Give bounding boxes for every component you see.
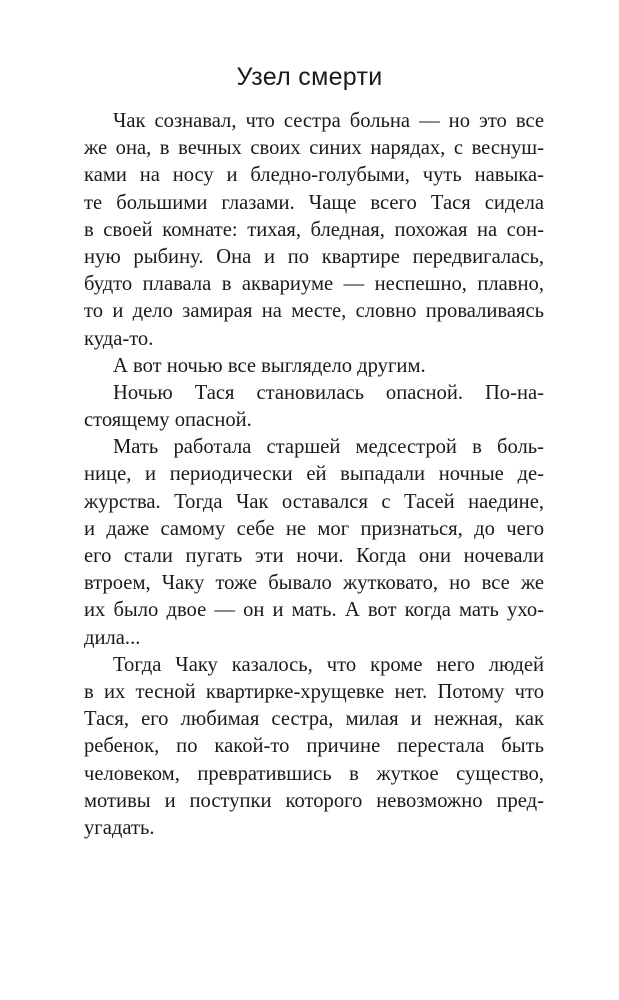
text-line: и даже самому себе не мог признаться, до чего	[84, 517, 544, 540]
text-line: ную рыбину. Она и по квартире передвигалась,	[84, 245, 544, 268]
chapter-title: Узел смерти	[236, 63, 383, 91]
chapter-body	[84, 108, 544, 842]
text-line: мотивы и поступки которого невозможно пред-	[84, 789, 544, 812]
text-line: стоящему опасной.	[84, 409, 252, 432]
text-line: А вот ночью все выглядело другим.	[113, 354, 426, 377]
text-line: ребенок, по какой-то причине перестала быть	[84, 735, 544, 758]
text-line: Тася, его любимая сестра, милая и нежная, как	[84, 708, 544, 731]
text-line: нице, и периодически ей выпадали ночные де-	[84, 463, 544, 486]
text-line: в их тесной квартирке-хрущевке нет. Потому что	[84, 680, 544, 703]
text-line: то и дело замирая на месте, словно проваливаясь	[84, 300, 544, 323]
text-line: Ночью Тася становилась опасной. По-на-	[113, 381, 544, 404]
text-line: их было двое — он и мать. А вот когда мать ухо-	[84, 599, 544, 622]
text-line: журства. Тогда Чак оставался с Тасей наедине,	[84, 490, 544, 513]
text-line: втроем, Чаку тоже бывало жутковато, но все же	[84, 572, 544, 595]
text-line: угадать.	[84, 816, 155, 839]
text-line: дила...	[84, 626, 141, 649]
text-line: Мать работала старшей медсестрой в боль-	[113, 436, 544, 459]
text-line: его стали пугать эти ночи. Когда они ночевали	[84, 545, 544, 567]
text-line: человеком, превратившись в жуткое существо,	[84, 762, 544, 785]
text-line: те большими глазами. Чаще всего Тася сидела	[84, 191, 544, 214]
text-line: ками на носу и бледно-голубыми, чуть навыка-	[84, 164, 544, 187]
text-line: куда-то.	[84, 327, 154, 350]
text-line: Тогда Чаку казалось, что кроме него людей	[113, 653, 544, 676]
text-line: в своей комнате: тихая, бледная, похожая на сон-	[84, 218, 544, 241]
text-line: будто плавала в аквариуме — неспешно, плавно,	[84, 273, 544, 296]
text-line: же она, в вечных своих синих нарядах, с веснуш-	[84, 137, 544, 160]
text-line: Чак сознавал, что сестра больна — но это все	[113, 110, 544, 132]
